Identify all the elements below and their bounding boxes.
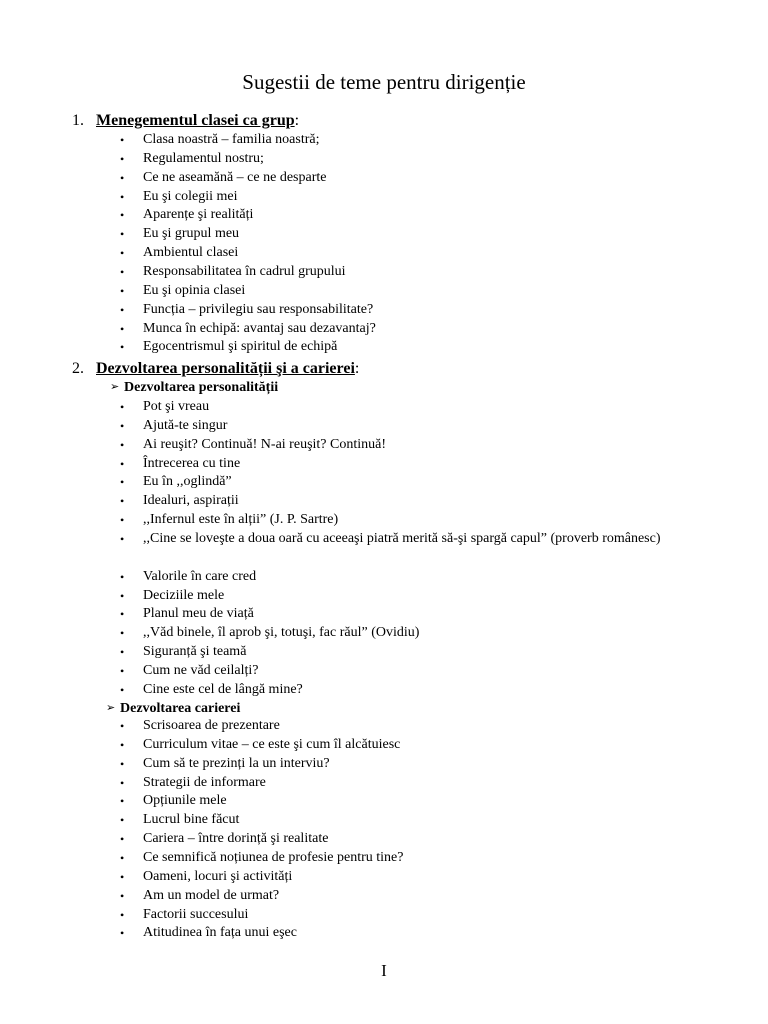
arrow-bullet-icon: ➢ <box>110 381 120 393</box>
bullet-icon: • <box>120 737 125 752</box>
list-item-text: Pot şi vreau <box>143 399 210 414</box>
subsection-title: Dezvoltarea personalității <box>124 380 279 395</box>
bullet-icon: • <box>120 682 125 697</box>
list-item-text: ,,Văd binele, îl aprob şi, totuşi, fac răul” (Ovidiu) <box>143 625 420 641</box>
list-item-text: Responsabilitatea în cadrul grupului <box>143 263 346 279</box>
bullet-icon: • <box>120 756 125 771</box>
section-heading <box>72 111 299 131</box>
bullet-icon: • <box>120 607 125 622</box>
list-item-text: Idealuri, aspirații <box>143 493 239 509</box>
section-colon: : <box>294 112 300 129</box>
bullet-icon: • <box>120 645 125 660</box>
list-item-text: ,,Cine se loveşte a doua oară cu aceeaşi piatră merită să-şi spargă capul” (proverb românesc) <box>143 530 661 546</box>
list-item-text: Ambientul clasei <box>143 245 239 261</box>
bullet-icon: • <box>120 794 125 809</box>
list-item-text: Eu în ,,oglindă” <box>143 474 232 490</box>
bullet-icon: • <box>120 133 125 147</box>
list-item-text: Eu şi colegii mei <box>143 188 238 204</box>
list-item-text: Clasa noastră – familia noastră; <box>143 132 320 147</box>
bullet-icon: • <box>120 626 125 641</box>
list-item-text: Strategii de informare <box>143 774 266 790</box>
list-item-text: Funcția – privilegiu sau responsabilitate? <box>143 301 374 317</box>
bullet-icon: • <box>120 246 125 261</box>
bullet-icon: • <box>120 189 125 204</box>
list-item-text: Aparențe şi realități <box>143 207 254 223</box>
list-item-text: Munca în echipă: avantaj sau dezavantaj? <box>143 320 376 336</box>
bullet-icon: • <box>120 513 125 528</box>
bullet-icon: • <box>120 926 125 941</box>
list-item-text: Cum să te prezinți la un interviu? <box>143 755 330 771</box>
list-item-text: Întrecerea cu tine <box>143 455 241 471</box>
list-item-text: Scrisoarea de prezentare <box>143 718 280 733</box>
list-item-text: Curriculum vitae – ce este şi cum îl alcătuiesc <box>143 736 401 752</box>
bullet-icon: • <box>120 151 125 166</box>
section-title: Menegementul clasei ca grup <box>96 112 295 129</box>
list-item-text: Ce ne aseamănă – ce ne desparte <box>143 169 327 185</box>
bullet-icon: • <box>120 907 125 922</box>
list-item-text: Eu şi opinia clasei <box>143 282 246 298</box>
page-title: Sugestii de teme pentru dirigenție <box>242 70 526 94</box>
list-item-text: Ce semnifică noțiunea de profesie pentru tine? <box>143 849 404 865</box>
list-item-text: ,,Infernul este în alții” (J. P. Sartre) <box>143 512 339 528</box>
bullet-icon: • <box>120 494 125 509</box>
bullet-icon: • <box>120 869 125 884</box>
bullet-icon: • <box>120 283 125 298</box>
bullet-icon: • <box>120 832 125 847</box>
list-item-text: Am un model de urmat? <box>143 887 280 903</box>
bullet-icon: • <box>120 888 125 903</box>
list-item-text: Cine este cel de lângă mine? <box>143 681 303 697</box>
list-item-text: Deciziile mele <box>143 587 225 603</box>
bullet-icon: • <box>120 663 125 678</box>
bullet-icon: • <box>120 531 125 546</box>
list-item-text: Cum ne văd ceilalți? <box>143 662 259 678</box>
list-item-text: Ai reuşit? Continuă! N-ai reuşit? Continuă! <box>143 436 386 452</box>
bullet-icon: • <box>120 400 125 414</box>
list-item-text: Cariera – între dorință şi realitate <box>143 831 329 847</box>
list-item-text: Siguranță şi teamă <box>143 644 247 660</box>
bullet-icon: • <box>120 302 125 317</box>
section-colon: : <box>354 360 360 377</box>
list-item-text: Lucrul bine făcut <box>143 812 240 828</box>
bullet-icon: • <box>120 340 125 355</box>
section-number: 2. <box>72 360 84 377</box>
list-item-text: Eu şi grupul meu <box>143 226 240 242</box>
bullet-icon: • <box>120 437 125 452</box>
arrow-bullet-icon: ➢ <box>106 702 116 714</box>
bullet-icon: • <box>120 588 125 603</box>
page-number: I <box>381 961 387 980</box>
bullet-icon: • <box>120 775 125 790</box>
bullet-icon: • <box>120 264 125 279</box>
subsection-title: Dezvoltarea carierei <box>120 701 241 716</box>
bullet-icon: • <box>120 170 125 185</box>
list-item-text: Opțiunile mele <box>143 793 227 809</box>
list-item-text: Ajută-te singur <box>143 417 228 433</box>
bullet-icon: • <box>120 813 125 828</box>
list-item-text: Oameni, locuri şi activități <box>143 868 293 884</box>
bullet-icon: • <box>120 227 125 242</box>
bullet-icon: • <box>120 321 125 336</box>
bullet-icon: • <box>120 456 125 471</box>
subsection-heading <box>110 379 278 397</box>
list-item-text: Planul meu de viață <box>143 606 254 622</box>
list-item-text: Factorii succesului <box>143 906 249 922</box>
subsection-heading <box>106 700 240 718</box>
section-title: Dezvoltarea personalității şi a carierei <box>96 360 355 377</box>
list-item-text: Regulamentul nostru; <box>143 150 264 166</box>
list-item-text: Egocentrismul şi spiritul de echipă <box>143 339 338 355</box>
bullet-icon: • <box>120 719 125 733</box>
list-item-text: Atitudinea în fața unui eşec <box>143 925 297 941</box>
list-item-text: Valorile în care cred <box>143 568 257 584</box>
bullet-icon: • <box>120 569 125 584</box>
bullet-icon: • <box>120 850 125 865</box>
bullet-icon: • <box>120 418 125 433</box>
bullet-icon: • <box>120 475 125 490</box>
bullet-icon: • <box>120 208 125 223</box>
section-heading <box>72 359 359 379</box>
section-number: 1. <box>72 112 84 129</box>
